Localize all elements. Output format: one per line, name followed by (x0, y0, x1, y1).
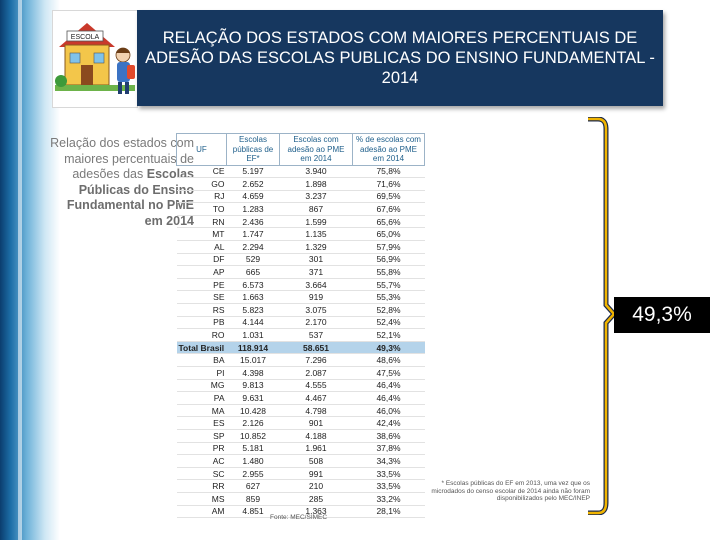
cell-adhesion: 301 (280, 253, 353, 266)
cell-percent: 42,4% (353, 417, 425, 430)
header-schools: Escolas públicas de EF* (227, 134, 280, 166)
cell-uf: AL (177, 241, 227, 254)
cell-percent: 65,0% (353, 228, 425, 241)
cell-percent: 52,8% (353, 304, 425, 317)
cell-uf: RS (177, 304, 227, 317)
table-row (177, 492, 425, 505)
cell-schools: 10.428 (227, 404, 280, 417)
header-adhesion: Escolas com adesão ao PME em 2014 (280, 134, 353, 166)
cell-adhesion: 1.961 (280, 442, 353, 455)
table-row (177, 278, 425, 291)
cell-schools: 10.852 (227, 429, 280, 442)
cell-adhesion: 58.651 (280, 341, 353, 354)
cell-uf: PB (177, 316, 227, 329)
table-row (177, 467, 425, 480)
cell-percent: 65,6% (353, 215, 425, 228)
school-logo (52, 10, 138, 108)
cell-uf: MA (177, 404, 227, 417)
cell-schools: 5.197 (227, 165, 280, 178)
cell-adhesion: 4.188 (280, 429, 353, 442)
table-row (177, 241, 425, 254)
cell-adhesion: 4.467 (280, 392, 353, 405)
source-note: Fonte: MEC/SIMEC (270, 514, 328, 521)
cell-percent: 49,3% (353, 341, 425, 354)
cell-uf: AM (177, 505, 227, 518)
cell-schools: 1.480 (227, 455, 280, 468)
cell-adhesion: 3.664 (280, 278, 353, 291)
header-percent: % de escolas com adesão ao PME em 2014 (353, 134, 425, 166)
cell-adhesion: 2.087 (280, 367, 353, 380)
cell-uf: RN (177, 215, 227, 228)
table-row (177, 253, 425, 266)
cell-uf: ES (177, 417, 227, 430)
cell-uf: MS (177, 492, 227, 505)
title-banner (137, 10, 663, 106)
cell-adhesion: 371 (280, 266, 353, 279)
cell-adhesion: 991 (280, 467, 353, 480)
cell-uf: SP (177, 429, 227, 442)
cell-percent: 56,9% (353, 253, 425, 266)
cell-adhesion: 1.329 (280, 241, 353, 254)
cell-percent: 34,3% (353, 455, 425, 468)
cell-schools: 15.017 (227, 354, 280, 367)
table-row (177, 379, 425, 392)
cell-uf: PR (177, 442, 227, 455)
cell-uf: RJ (177, 190, 227, 203)
table-row (177, 304, 425, 317)
cell-adhesion: 1.135 (280, 228, 353, 241)
cell-adhesion: 7.296 (280, 354, 353, 367)
table-row (177, 291, 425, 304)
cell-adhesion: 901 (280, 417, 353, 430)
cell-schools: 665 (227, 266, 280, 279)
table-row (177, 455, 425, 468)
table-row (177, 417, 425, 430)
cell-uf: CE (177, 165, 227, 178)
cell-adhesion: 1.898 (280, 178, 353, 191)
cell-schools: 1.663 (227, 291, 280, 304)
header-uf: UF (177, 134, 227, 166)
cell-adhesion: 2.170 (280, 316, 353, 329)
cell-schools: 2.294 (227, 241, 280, 254)
left-decoration (0, 0, 60, 540)
cell-adhesion: 1.599 (280, 215, 353, 228)
cell-schools: 2.436 (227, 215, 280, 228)
cell-percent: 33,2% (353, 492, 425, 505)
cell-percent: 55,3% (353, 291, 425, 304)
cell-percent: 52,4% (353, 316, 425, 329)
table-body (177, 165, 425, 518)
cell-schools: 2.126 (227, 417, 280, 430)
cell-schools: 4.659 (227, 190, 280, 203)
table-row (177, 178, 425, 191)
cell-adhesion: 1.363 (280, 505, 353, 518)
table-row (177, 392, 425, 405)
cell-schools: 859 (227, 492, 280, 505)
cell-percent: 55,7% (353, 278, 425, 291)
cell-adhesion: 4.798 (280, 404, 353, 417)
cell-adhesion: 3.940 (280, 165, 353, 178)
cell-schools: 5.823 (227, 304, 280, 317)
cell-uf: SC (177, 467, 227, 480)
cell-schools: 118.914 (227, 341, 280, 354)
states-table (176, 133, 425, 518)
cell-uf: Total Brasil (177, 341, 227, 354)
cell-uf: MT (177, 228, 227, 241)
cell-percent: 75,8% (353, 165, 425, 178)
cell-schools: 9.813 (227, 379, 280, 392)
cell-adhesion: 508 (280, 455, 353, 468)
cell-percent: 38,6% (353, 429, 425, 442)
footnote: * Escolas públicas do EF em 2013, uma vez que os microdados do censo escolar de 2014 ainda não foram disponibilizados pelo MEC/INEP (431, 480, 590, 502)
table-total-row (177, 341, 425, 354)
cell-schools: 529 (227, 253, 280, 266)
table-row (177, 316, 425, 329)
cell-uf: DF (177, 253, 227, 266)
cell-schools: 4.851 (227, 505, 280, 518)
cell-percent: 55,8% (353, 266, 425, 279)
cell-percent: 47,5% (353, 367, 425, 380)
cell-adhesion: 3.237 (280, 190, 353, 203)
cell-schools: 6.573 (227, 278, 280, 291)
cell-adhesion: 4.555 (280, 379, 353, 392)
cell-schools: 4.144 (227, 316, 280, 329)
school-illustration-icon (53, 11, 137, 107)
cell-schools: 9.631 (227, 392, 280, 405)
cell-adhesion: 285 (280, 492, 353, 505)
cell-uf: PA (177, 392, 227, 405)
cell-schools: 5.181 (227, 442, 280, 455)
cell-adhesion: 537 (280, 329, 353, 342)
cell-schools: 2.955 (227, 467, 280, 480)
table-row (177, 266, 425, 279)
table-row (177, 442, 425, 455)
cell-uf: AC (177, 455, 227, 468)
cell-adhesion: 919 (280, 291, 353, 304)
caption-plain: Relação dos estados com maiores percentuais de adesões das (50, 136, 194, 181)
cell-percent: 57,9% (353, 241, 425, 254)
cell-schools: 4.398 (227, 367, 280, 380)
slide-title: RELAÇÃO DOS ESTADOS COM MAIORES PERCENTUAIS DE ADESÃO DAS ESCOLAS PUBLICAS DO ENSINO FUNDAMENTAL - 2014 (145, 29, 655, 87)
cell-uf: AP (177, 266, 227, 279)
cell-schools: 1.747 (227, 228, 280, 241)
table-row (177, 480, 425, 493)
result-box: 49,3% (614, 297, 710, 333)
cell-uf: GO (177, 178, 227, 191)
cell-uf: BA (177, 354, 227, 367)
cell-uf: PE (177, 278, 227, 291)
table-row (177, 329, 425, 342)
cell-percent: 28,1% (353, 505, 425, 518)
svg-text:ESCOLA: ESCOLA (70, 34, 100, 41)
cell-uf: MG (177, 379, 227, 392)
table-caption (48, 136, 194, 229)
cell-percent: 46,0% (353, 404, 425, 417)
cell-uf: SE (177, 291, 227, 304)
cell-uf: PI (177, 367, 227, 380)
table-row (177, 404, 425, 417)
cell-percent: 33,5% (353, 480, 425, 493)
cell-adhesion: 867 (280, 203, 353, 216)
table-row (177, 429, 425, 442)
table-row (177, 190, 425, 203)
cell-uf: RR (177, 480, 227, 493)
cell-schools: 1.031 (227, 329, 280, 342)
cell-percent: 46,4% (353, 392, 425, 405)
table-header-row (177, 134, 425, 166)
cell-uf: RO (177, 329, 227, 342)
cell-percent: 37,8% (353, 442, 425, 455)
cell-percent: 67,6% (353, 203, 425, 216)
table-row (177, 203, 425, 216)
cell-adhesion: 3.075 (280, 304, 353, 317)
cell-schools: 627 (227, 480, 280, 493)
table-row (177, 215, 425, 228)
cell-schools: 1.283 (227, 203, 280, 216)
brace-bracket (586, 117, 616, 515)
cell-uf: TO (177, 203, 227, 216)
cell-adhesion: 210 (280, 480, 353, 493)
cell-percent: 46,4% (353, 379, 425, 392)
table-row (177, 228, 425, 241)
cell-percent: 48,6% (353, 354, 425, 367)
cell-percent: 33,5% (353, 467, 425, 480)
cell-percent: 52,1% (353, 329, 425, 342)
cell-schools: 2.652 (227, 178, 280, 191)
table-row (177, 165, 425, 178)
table-row (177, 354, 425, 367)
caption-bold: Escolas Públicas do Ensino Fundamental no PME em 2014 (66, 167, 194, 228)
table-row (177, 367, 425, 380)
cell-percent: 71,6% (353, 178, 425, 191)
cell-percent: 69,5% (353, 190, 425, 203)
